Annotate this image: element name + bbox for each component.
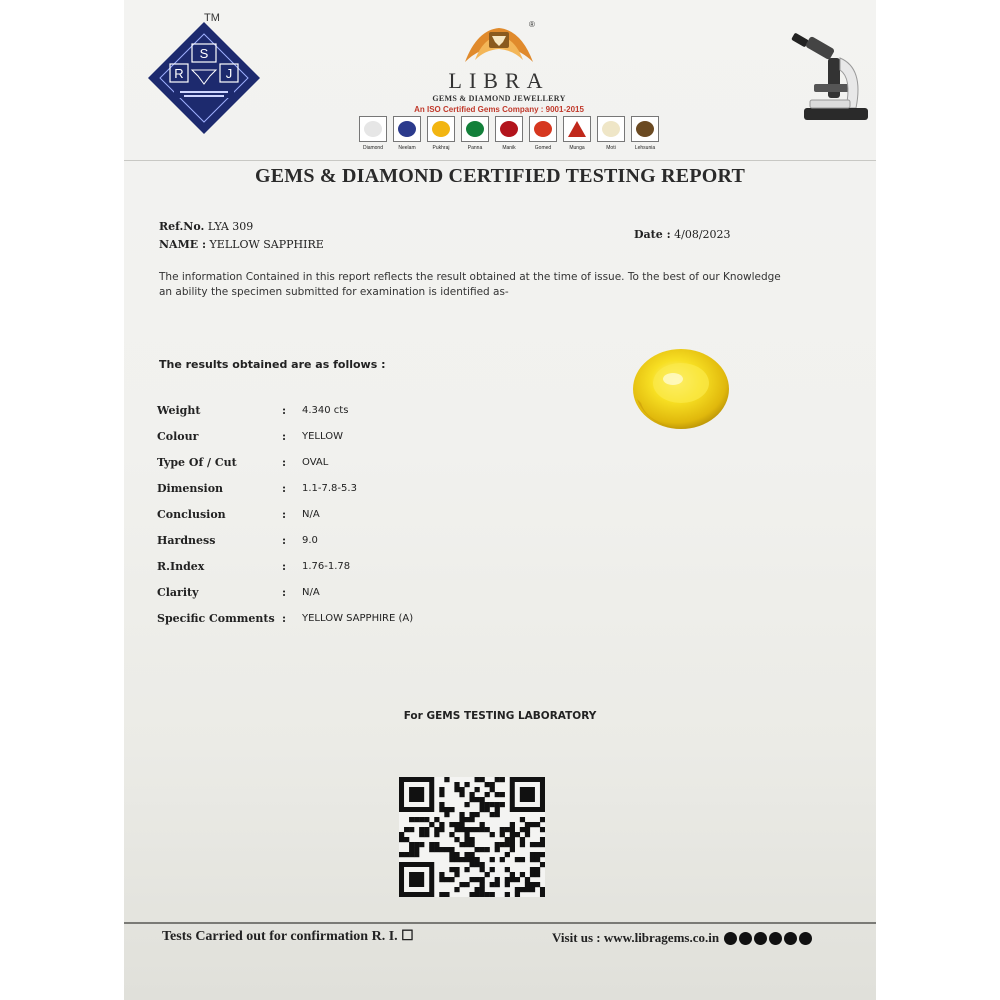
twitter-icon[interactable]: [769, 932, 782, 945]
youtube-icon[interactable]: [784, 932, 797, 945]
footer-divider: [124, 922, 876, 924]
result-colon: :: [282, 534, 287, 547]
microscope-icon: [784, 28, 874, 128]
instagram-icon[interactable]: [754, 932, 767, 945]
srj-trademark: TM: [204, 12, 220, 24]
libra-crest-icon: [459, 22, 539, 66]
result-value: 1.76-1.78: [302, 561, 351, 572]
name-label: NAME :: [159, 238, 207, 251]
website-line: [552, 930, 812, 946]
ref-number: [159, 220, 253, 233]
gem-label: Lehsunia: [634, 145, 656, 151]
specimen-name: [159, 238, 324, 251]
header-divider: [124, 160, 876, 161]
certificate-paper: [124, 0, 876, 1000]
result-label: Type Of / Cut: [157, 456, 237, 469]
gem-gomed-icon: [534, 121, 552, 137]
srj-letter-s: S: [199, 46, 209, 61]
result-row: [157, 430, 413, 456]
location-icon[interactable]: [799, 932, 812, 945]
gem-label: Munga: [569, 145, 585, 151]
whatsapp-icon[interactable]: [739, 932, 752, 945]
result-value: 4.340 cts: [302, 405, 349, 416]
gem-label: Panna: [467, 145, 483, 151]
result-colon: :: [282, 586, 287, 599]
result-label: Hardness: [157, 534, 216, 547]
date-value: 4/08/2023: [674, 228, 731, 241]
registered-mark: ®: [529, 20, 535, 29]
result-row: [157, 534, 413, 560]
result-row: [157, 404, 413, 430]
result-colon: :: [282, 482, 287, 495]
website-text: Visit us : www.libragems.co.in: [552, 930, 720, 945]
result-value: 1.1-7.8-5.3: [302, 483, 357, 494]
result-label: R.Index: [157, 560, 205, 573]
intro-paragraph: The information Contained in this report reflects the result obtained at the time of issue. To the best of our Knowledge an ability the specimen submitted for examination is identified as-: [159, 271, 781, 298]
gem-swatch-row: [359, 116, 659, 151]
gem-label: Diamond: [362, 145, 383, 151]
libra-brand: [414, 22, 584, 114]
laboratory-signature-label: For GEMS TESTING LABORATORY: [403, 710, 597, 722]
gem-label: Neelam: [398, 145, 416, 151]
gem-diamond-icon: [364, 121, 382, 137]
facebook-icon[interactable]: [724, 932, 737, 945]
result-value: N/A: [302, 509, 320, 520]
result-row: [157, 508, 413, 534]
gem-panna-icon: [466, 121, 484, 137]
result-row: [157, 482, 413, 508]
result-colon: :: [282, 430, 287, 443]
result-label: Conclusion: [157, 508, 226, 521]
report-date: [634, 228, 731, 241]
srj-logo: [144, 18, 264, 138]
brand-name: LIBRA: [448, 68, 550, 93]
result-colon: :: [282, 612, 287, 625]
result-row: [157, 612, 413, 638]
brand-iso: An ISO Certified Gems Company : 9001-2015: [414, 105, 584, 114]
result-colon: :: [282, 560, 287, 573]
result-colon: :: [282, 456, 287, 469]
result-row: [157, 560, 413, 586]
gem-swatch: [427, 116, 455, 151]
gem-swatch: [529, 116, 557, 151]
date-label: Date :: [634, 228, 671, 241]
gem-lehsunia-icon: [636, 121, 654, 137]
result-label: Specific Comments: [157, 612, 275, 625]
result-row: [157, 586, 413, 612]
gem-swatch: [393, 116, 421, 151]
gem-label: Gomed: [534, 145, 552, 151]
gem-label: Moti: [606, 145, 616, 151]
result-label: Clarity: [157, 586, 199, 599]
brand-subtitle: GEMS & DIAMOND JEWELLERY: [432, 94, 566, 103]
gem-swatch: [631, 116, 659, 151]
ref-value: LYA 309: [207, 220, 254, 233]
gem-swatch: [359, 116, 387, 151]
result-colon: :: [282, 508, 287, 521]
result-value: 9.0: [302, 535, 318, 546]
results-heading: The results obtained are as follows :: [159, 358, 386, 371]
report-title: GEMS & DIAMOND CERTIFIED TESTING REPORT: [255, 165, 745, 187]
result-row: [157, 456, 413, 482]
result-label: Dimension: [157, 482, 224, 495]
gem-pukhraj-icon: [432, 121, 450, 137]
name-value: YELLOW SAPPHIRE: [209, 238, 324, 251]
gem-swatch: [563, 116, 591, 151]
result-value: N/A: [302, 587, 320, 598]
srj-letter-j: J: [225, 66, 233, 81]
ref-label: Ref.No.: [159, 220, 205, 233]
result-colon: :: [282, 404, 287, 417]
gem-neelam-icon: [398, 121, 416, 137]
result-label: Colour: [157, 430, 199, 443]
srj-letter-r: R: [174, 66, 184, 81]
gem-swatch: [461, 116, 489, 151]
result-value: YELLOW: [302, 431, 343, 442]
tests-confirmation: Tests Carried out for confirmation R. I. ☐: [162, 929, 414, 944]
social-icons: [724, 932, 812, 945]
gem-munga-icon: [568, 121, 586, 137]
gem-swatch: [597, 116, 625, 151]
qr-code[interactable]: [399, 777, 545, 897]
gem-moti-icon: [602, 121, 620, 137]
yellow-sapphire-stone: [627, 343, 731, 431]
result-value: YELLOW SAPPHIRE (A): [302, 613, 414, 624]
gem-label: Pukhraj: [432, 145, 450, 151]
results-table: [157, 404, 413, 638]
gem-manik-icon: [500, 121, 518, 137]
gem-swatch: [495, 116, 523, 151]
gem-label: Manik: [502, 145, 516, 151]
result-value: OVAL: [302, 457, 329, 468]
result-label: Weight: [157, 404, 201, 417]
